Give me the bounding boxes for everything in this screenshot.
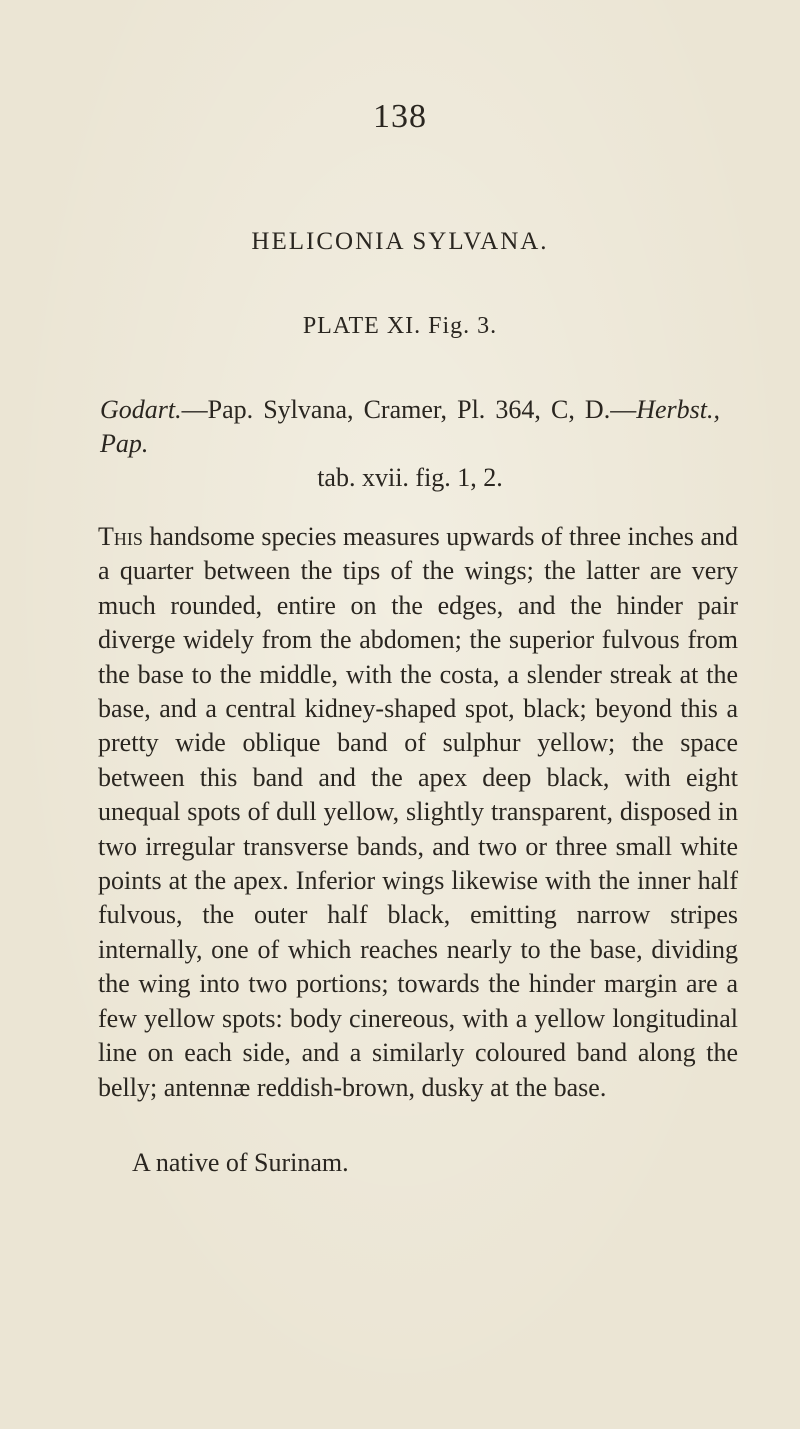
synonymy-line-2: tab. xvii. fig. 1, 2. bbox=[317, 463, 503, 492]
description-first-word: This bbox=[98, 522, 143, 551]
plate-reference: PLATE XI. Fig. 3. bbox=[302, 313, 498, 339]
habitat-line: A native of Surinam. bbox=[132, 1148, 349, 1177]
page-number: 138 bbox=[373, 98, 427, 135]
synonymy-author-herbst: Herbst., bbox=[636, 395, 720, 424]
synonymy-citation-cramer: —Pap. Sylvana, Cramer, Pl. 364, C, D.— bbox=[181, 395, 637, 424]
synonymy-author-godart: Godart. bbox=[100, 395, 182, 424]
species-description bbox=[98, 520, 738, 1105]
synonymy-pap: Pap. bbox=[100, 429, 149, 458]
synonymy-block bbox=[100, 393, 720, 495]
species-title: HELICONIA SYLVANA. bbox=[251, 228, 549, 255]
description-body: handsome species measures upwards of three inches and a quarter between the tips of the wings; the latter are very much rounded, entire on the edges, and the hinder pair diverge widely from the abdomen; the superior fulvous from the base to the middle, with the costa, a slender streak at the base, and a central kidney-shaped spot, black; beyond this a pretty wide oblique band of sulphur yellow; the space between this band and the apex deep black, with eight unequal spots of dull yellow, slightly transparent, disposed in two irregular transverse bands, and two or three small white points at the apex. Inferior wings likewise with the inner half fulvous, the outer half black, emitting narrow stripes internally, one of which reaches nearly to the base, dividing the wing into two portions; towards the hinder margin are a few yellow spots: body cinereous, with a yellow longitudinal line on each side, and a similarly coloured band along the belly; antennæ reddish-brown, dusky at the base. bbox=[98, 522, 738, 1102]
synonymy-line-1 bbox=[100, 393, 720, 461]
